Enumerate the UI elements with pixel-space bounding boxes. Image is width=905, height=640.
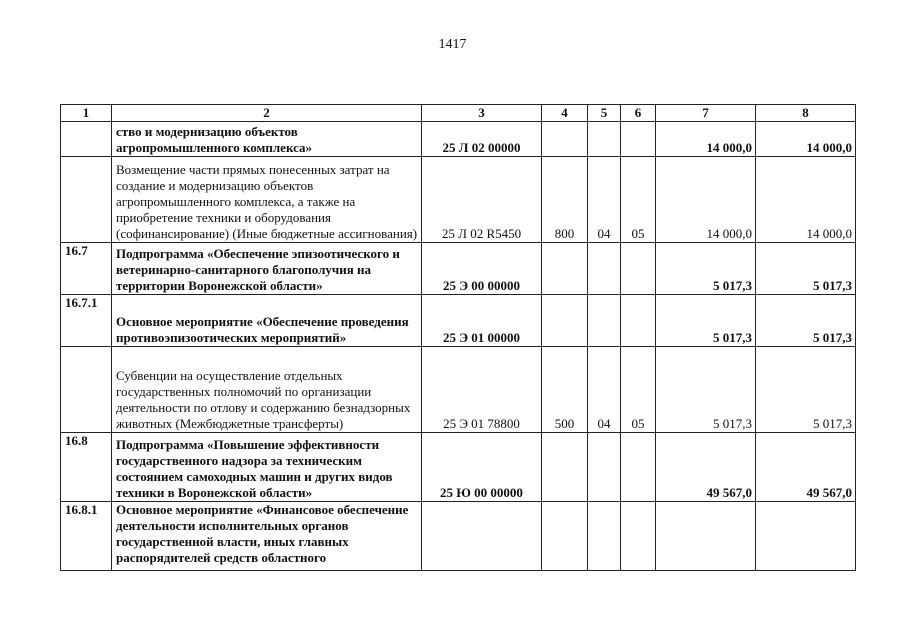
header-cell: 1 <box>61 105 112 122</box>
row-number <box>61 157 112 243</box>
row-sum-col8 <box>756 502 856 571</box>
row-name: Субвенции на осуществление отдельных государственных полномочий по организации деятельности по отлову и содержанию безнадзорных животных (Межбюджетные трансферты) <box>112 347 422 433</box>
row-code <box>422 502 542 571</box>
row-name: ство и модернизацию объектов агропромышленного комплекса» <box>112 122 422 157</box>
row-number: 16.8.1 <box>61 502 112 571</box>
row-expense-type: 800 <box>542 157 588 243</box>
row-sum-col8: 5 017,3 <box>756 243 856 295</box>
budget-table <box>60 104 856 571</box>
row-expense-type <box>542 433 588 502</box>
table-row <box>61 295 856 347</box>
row-number: 16.7 <box>61 243 112 295</box>
table-row <box>61 122 856 157</box>
row-name: Возмещение части прямых понесенных затрат на создание и модернизацию объектов агропромышленного комплекса, а также на приобретение техники и оборудования (софинансирование) (Иные бюджетные ассигнования) <box>112 157 422 243</box>
page-number: 1417 <box>438 37 467 52</box>
row-subsection <box>621 243 656 295</box>
header-cell: 2 <box>112 105 422 122</box>
row-sum-col8: 5 017,3 <box>756 347 856 433</box>
row-sum-col7: 14 000,0 <box>656 122 756 157</box>
row-subsection <box>621 295 656 347</box>
header-cell: 5 <box>588 105 621 122</box>
row-expense-type <box>542 295 588 347</box>
row-sum-col7: 5 017,3 <box>656 243 756 295</box>
row-name: Основное мероприятие «Обеспечение проведения противоэпизоотических мероприятий» <box>112 295 422 347</box>
row-section <box>588 433 621 502</box>
row-expense-type <box>542 502 588 571</box>
row-number <box>61 347 112 433</box>
row-code: 25 Э 00 00000 <box>422 243 542 295</box>
row-sum-col8: 14 000,0 <box>756 122 856 157</box>
header-cell: 8 <box>756 105 856 122</box>
row-number: 16.7.1 <box>61 295 112 347</box>
header-cell: 7 <box>656 105 756 122</box>
row-sum-col8: 49 567,0 <box>756 433 856 502</box>
row-code: 25 Э 01 00000 <box>422 295 542 347</box>
row-subsection <box>621 122 656 157</box>
header-cell: 4 <box>542 105 588 122</box>
table-row <box>61 157 856 243</box>
row-section: 04 <box>588 347 621 433</box>
row-section: 04 <box>588 157 621 243</box>
row-section <box>588 295 621 347</box>
row-number: 16.8 <box>61 433 112 502</box>
row-code: 25 Э 01 78800 <box>422 347 542 433</box>
row-sum-col8: 5 017,3 <box>756 295 856 347</box>
row-subsection <box>621 433 656 502</box>
row-name: Подпрограмма «Повышение эффективности государственного надзора за техническим состоянием самоходных машин и других видов техники в Воронежской области» <box>112 433 422 502</box>
row-sum-col7: 49 567,0 <box>656 433 756 502</box>
header-cell: 6 <box>621 105 656 122</box>
row-section <box>588 122 621 157</box>
row-code: 25 Ю 00 00000 <box>422 433 542 502</box>
row-expense-type <box>542 243 588 295</box>
row-sum-col7: 5 017,3 <box>656 347 756 433</box>
row-subsection <box>621 502 656 571</box>
row-section <box>588 243 621 295</box>
row-name: Основное мероприятие «Финансовое обеспечение деятельности исполнительных органов государственной власти, иных главных распорядителей средств областного <box>112 502 422 571</box>
row-sum-col7: 5 017,3 <box>656 295 756 347</box>
row-code: 25 Л 02 R5450 <box>422 157 542 243</box>
row-name: Подпрограмма «Обеспечение эпизоотического и ветеринарно-санитарного благополучия на территории Воронежской области» <box>112 243 422 295</box>
row-sum-col7: 14 000,0 <box>656 157 756 243</box>
table-row <box>61 502 856 571</box>
row-expense-type <box>542 122 588 157</box>
table-header-row <box>61 105 856 122</box>
header-cell: 3 <box>422 105 542 122</box>
row-sum-col7 <box>656 502 756 571</box>
row-section <box>588 502 621 571</box>
row-number <box>61 122 112 157</box>
row-expense-type: 500 <box>542 347 588 433</box>
table-row <box>61 433 856 502</box>
row-sum-col8: 14 000,0 <box>756 157 856 243</box>
table-row <box>61 243 856 295</box>
row-subsection: 05 <box>621 347 656 433</box>
row-subsection: 05 <box>621 157 656 243</box>
table-row <box>61 347 856 433</box>
row-code: 25 Л 02 00000 <box>422 122 542 157</box>
